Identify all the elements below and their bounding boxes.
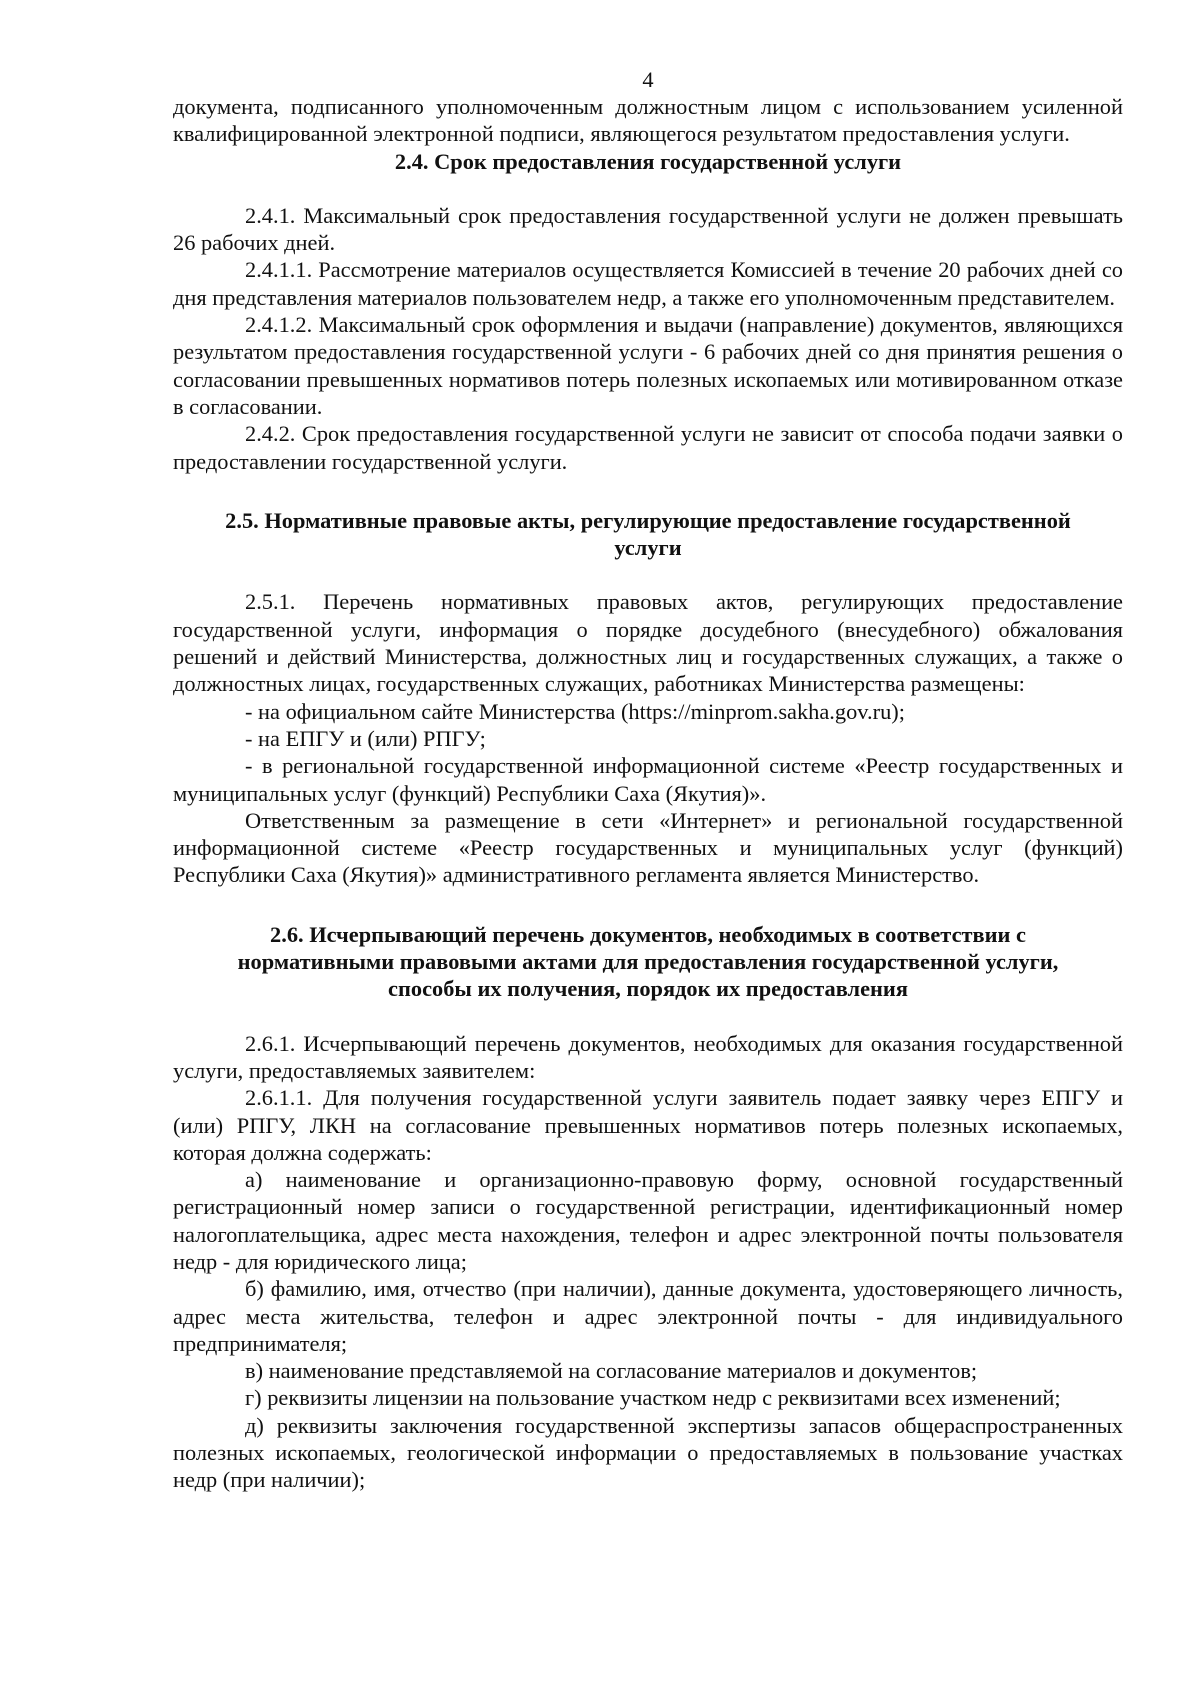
section-2-5-title-line1: 2.5. Нормативные правовые акты, регулирующие предоставление государственной (225, 507, 1071, 533)
item-d: д) реквизиты заключения государственной экспертизы запасов общераспространенных полезных ископаемых, геологической информации о предоставляемых в пользование участках недр (при наличии); (173, 1412, 1123, 1493)
item-b: б) фамилию, имя, отчество (при наличии), данные документа, удостоверяющего личность, адрес места жительства, телефон и адрес электронной почты - для индивидуального предпринимателя; (173, 1276, 1123, 1356)
page-number: 4 (642, 67, 654, 92)
section-2-4-title: 2.4. Срок предоставления государственной услуги (394, 148, 902, 174)
section-2-6-title-line2: нормативными правовыми актами для предоставления государственной услуги, (237, 949, 1059, 975)
section-2-6-title-line1: 2.6. Исчерпывающий перечень документов, необходимых в соответствии с (270, 921, 1026, 947)
spacer (173, 1003, 1123, 1030)
paragraph-2-5-1: 2.5.1. Перечень нормативных правовых актов, регулирующих предоставление государственной услуги, информация о порядке досудебного (внесудебного) обжалования решений и действий Министерства, должностных лиц и государственных служащих, а также о должностных лицах, государственных служащих, работниках Министерства размещены: (173, 589, 1123, 697)
bullet-epgu: - на ЕПГУ и (или) РПГУ; (245, 725, 486, 751)
intro-paragraph: документа, подписанного уполномоченным должностным лицом с использованием усиленной квалифицированной электронной подписи, являющегося результатом предоставления услуги. (173, 94, 1123, 147)
section-2-6-title-line3: способы их получения, порядок их предоставления (388, 976, 908, 1002)
paragraph-2-4-1-1: 2.4.1.1. Рассмотрение материалов осуществляется Комиссией в течение 20 рабочих дней со дня представления материалов пользователем недр, а также его уполномоченным представителем. (173, 257, 1123, 310)
spacer (173, 175, 1123, 202)
spacer (173, 475, 1123, 507)
paragraph-2-6-1-1: 2.6.1.1. Для получения государственной услуги заявитель подает заявку через ЕПГУ и (или) РПГУ, ЛКН на согласование превышенных нормативов потерь полезных ископаемых, которая должна содержать: (173, 1085, 1123, 1165)
bullet-official-site: - на официальном сайте Министерства (https://minprom.sakha.gov.ru); (245, 698, 905, 724)
section-2-5-title-line2: услуги (614, 535, 682, 561)
paragraph-2-6-1: 2.6.1. Исчерпывающий перечень документов, необходимых для оказания государственной услуги, предоставляемых заявителем: (173, 1030, 1123, 1083)
spacer (173, 889, 1123, 921)
section-2-5-title (173, 507, 1123, 562)
paragraph-2-4-1-2: 2.4.1.2. Максимальный срок оформления и выдачи (направление) документов, являющихся результатом предоставления государственной услуги - 6 рабочих дней со дня принятия решения о согласовании превышенных нормативов потерь полезных ископаемых или мотивированном отказе в согласовании. (173, 312, 1123, 419)
bullet-registry: - в региональной государственной информационной системе «Реестр государственных и муниципальных услуг (функций) Республики Саха (Якутия)». (173, 753, 1123, 806)
item-v: в) наименование представляемой на согласование материалов и документов; (245, 1358, 978, 1384)
spacer (173, 561, 1123, 588)
section-2-6-title (173, 921, 1123, 1003)
item-g: г) реквизиты лицензии на пользование участком недр с реквизитами всех изменений; (245, 1385, 1061, 1411)
paragraph-2-4-1: 2.4.1. Максимальный срок предоставления государственной услуги не должен превышать 26 рабочих дней. (173, 202, 1123, 256)
paragraph-2-4-2: 2.4.2. Срок предоставления государственной услуги не зависит от способа подачи заявки о предоставлении государственной услуги. (173, 421, 1123, 474)
document-page (173, 66, 1123, 1494)
paragraph-responsible: Ответственным за размещение в сети «Интернет» и региональной государственной информационной системе «Реестр государственных и муниципальных услуг (функций) Республики Саха (Якутия)» административного регламента является Министерство. (173, 807, 1123, 888)
item-a: а) наименование и организационно-правовую форму, основной государственный регистрационный номер записи о государственной регистрации, идентификационный номер налогоплательщика, адрес места нахождения, телефон и адрес электронной почты пользователя недр - для юридического лица; (173, 1167, 1123, 1274)
